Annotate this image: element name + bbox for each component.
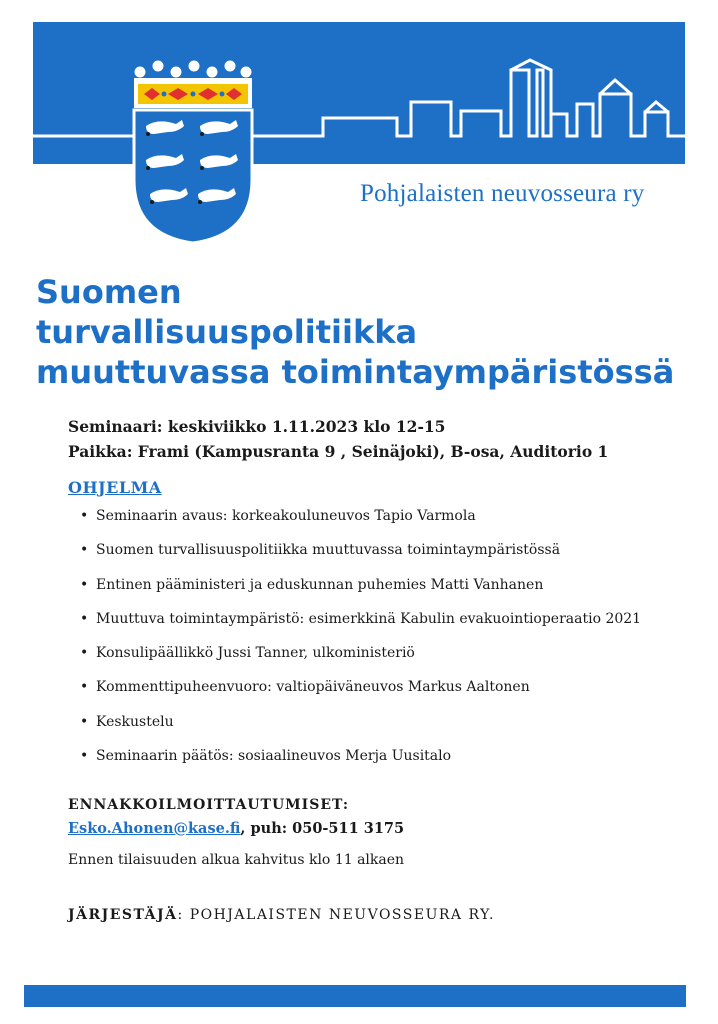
seminar-place: Paikka: Frami (Kampusranta 9 , Seinäjoki), B-osa, Auditorio 1 bbox=[68, 442, 609, 461]
title-line-2: turvallisuuspolitiikka bbox=[36, 313, 418, 351]
organization-name: Pohjalaisten neuvosseura ry bbox=[360, 180, 645, 207]
program-item: • Konsulipäällikkö Jussi Tanner, ulkoministeriö bbox=[80, 645, 415, 662]
organizer-label: JÄRJESTÄJÄ bbox=[68, 907, 178, 923]
program-item: • Suomen turvallisuuspolitiikka muuttuvassa toimintaympäristössä bbox=[80, 542, 561, 559]
program-item: • Kommenttipuheenvuoro: valtiopäiväneuvos Markus Aaltonen bbox=[80, 679, 530, 696]
bullet: • bbox=[80, 610, 89, 627]
program-heading: OHJELMA bbox=[68, 478, 162, 497]
page-title bbox=[36, 272, 696, 392]
bullet: • bbox=[80, 645, 89, 662]
bullet: • bbox=[80, 748, 89, 765]
title-line-3: muuttuvassa toimintaympäristössä bbox=[36, 353, 675, 391]
seminar-date: Seminaari: keskiviikko 1.11.2023 klo 12-15 bbox=[68, 417, 446, 436]
phone-number: , puh: 050-511 3175 bbox=[240, 820, 405, 837]
coffee-note: Ennen tilaisuuden alkua kahvitus klo 11 alkaen bbox=[68, 852, 405, 868]
organizer-line: JÄRJESTÄJÄ: POHJALAISTEN NEUVOSSEURA RY. bbox=[68, 907, 495, 923]
registration-contact bbox=[68, 820, 404, 837]
program-item: • Muuttuva toimintaympäristö: esimerkkinä Kabulin evakuointioperaatio 2021 bbox=[80, 610, 642, 627]
bullet: • bbox=[80, 508, 89, 524]
organizer-name: POHJALAISTEN NEUVOSSEURA RY. bbox=[183, 907, 495, 923]
bullet: • bbox=[80, 542, 89, 559]
email-link[interactable]: Esko.Ahonen@kase.fi bbox=[68, 820, 241, 837]
bullet: • bbox=[80, 576, 89, 593]
program-item: • Keskustelu bbox=[80, 713, 174, 730]
program-list bbox=[78, 506, 698, 780]
bullet: • bbox=[80, 713, 89, 730]
footer-bar bbox=[24, 985, 686, 1007]
title-line-1: Suomen bbox=[36, 273, 182, 311]
coat-of-arms-icon bbox=[128, 60, 258, 245]
program-item: • Seminaarin avaus: korkeakouluneuvos Tapio Varmola bbox=[80, 508, 476, 524]
program-item: • Entinen pääministeri ja eduskunnan puhemies Matti Vanhanen bbox=[80, 576, 544, 593]
registration-heading: ENNAKKOILMOITTAUTUMISET: bbox=[68, 797, 350, 813]
program-item: • Seminaarin päätös: sosiaalineuvos Merja Uusitalo bbox=[80, 748, 452, 765]
bullet: • bbox=[80, 679, 89, 696]
